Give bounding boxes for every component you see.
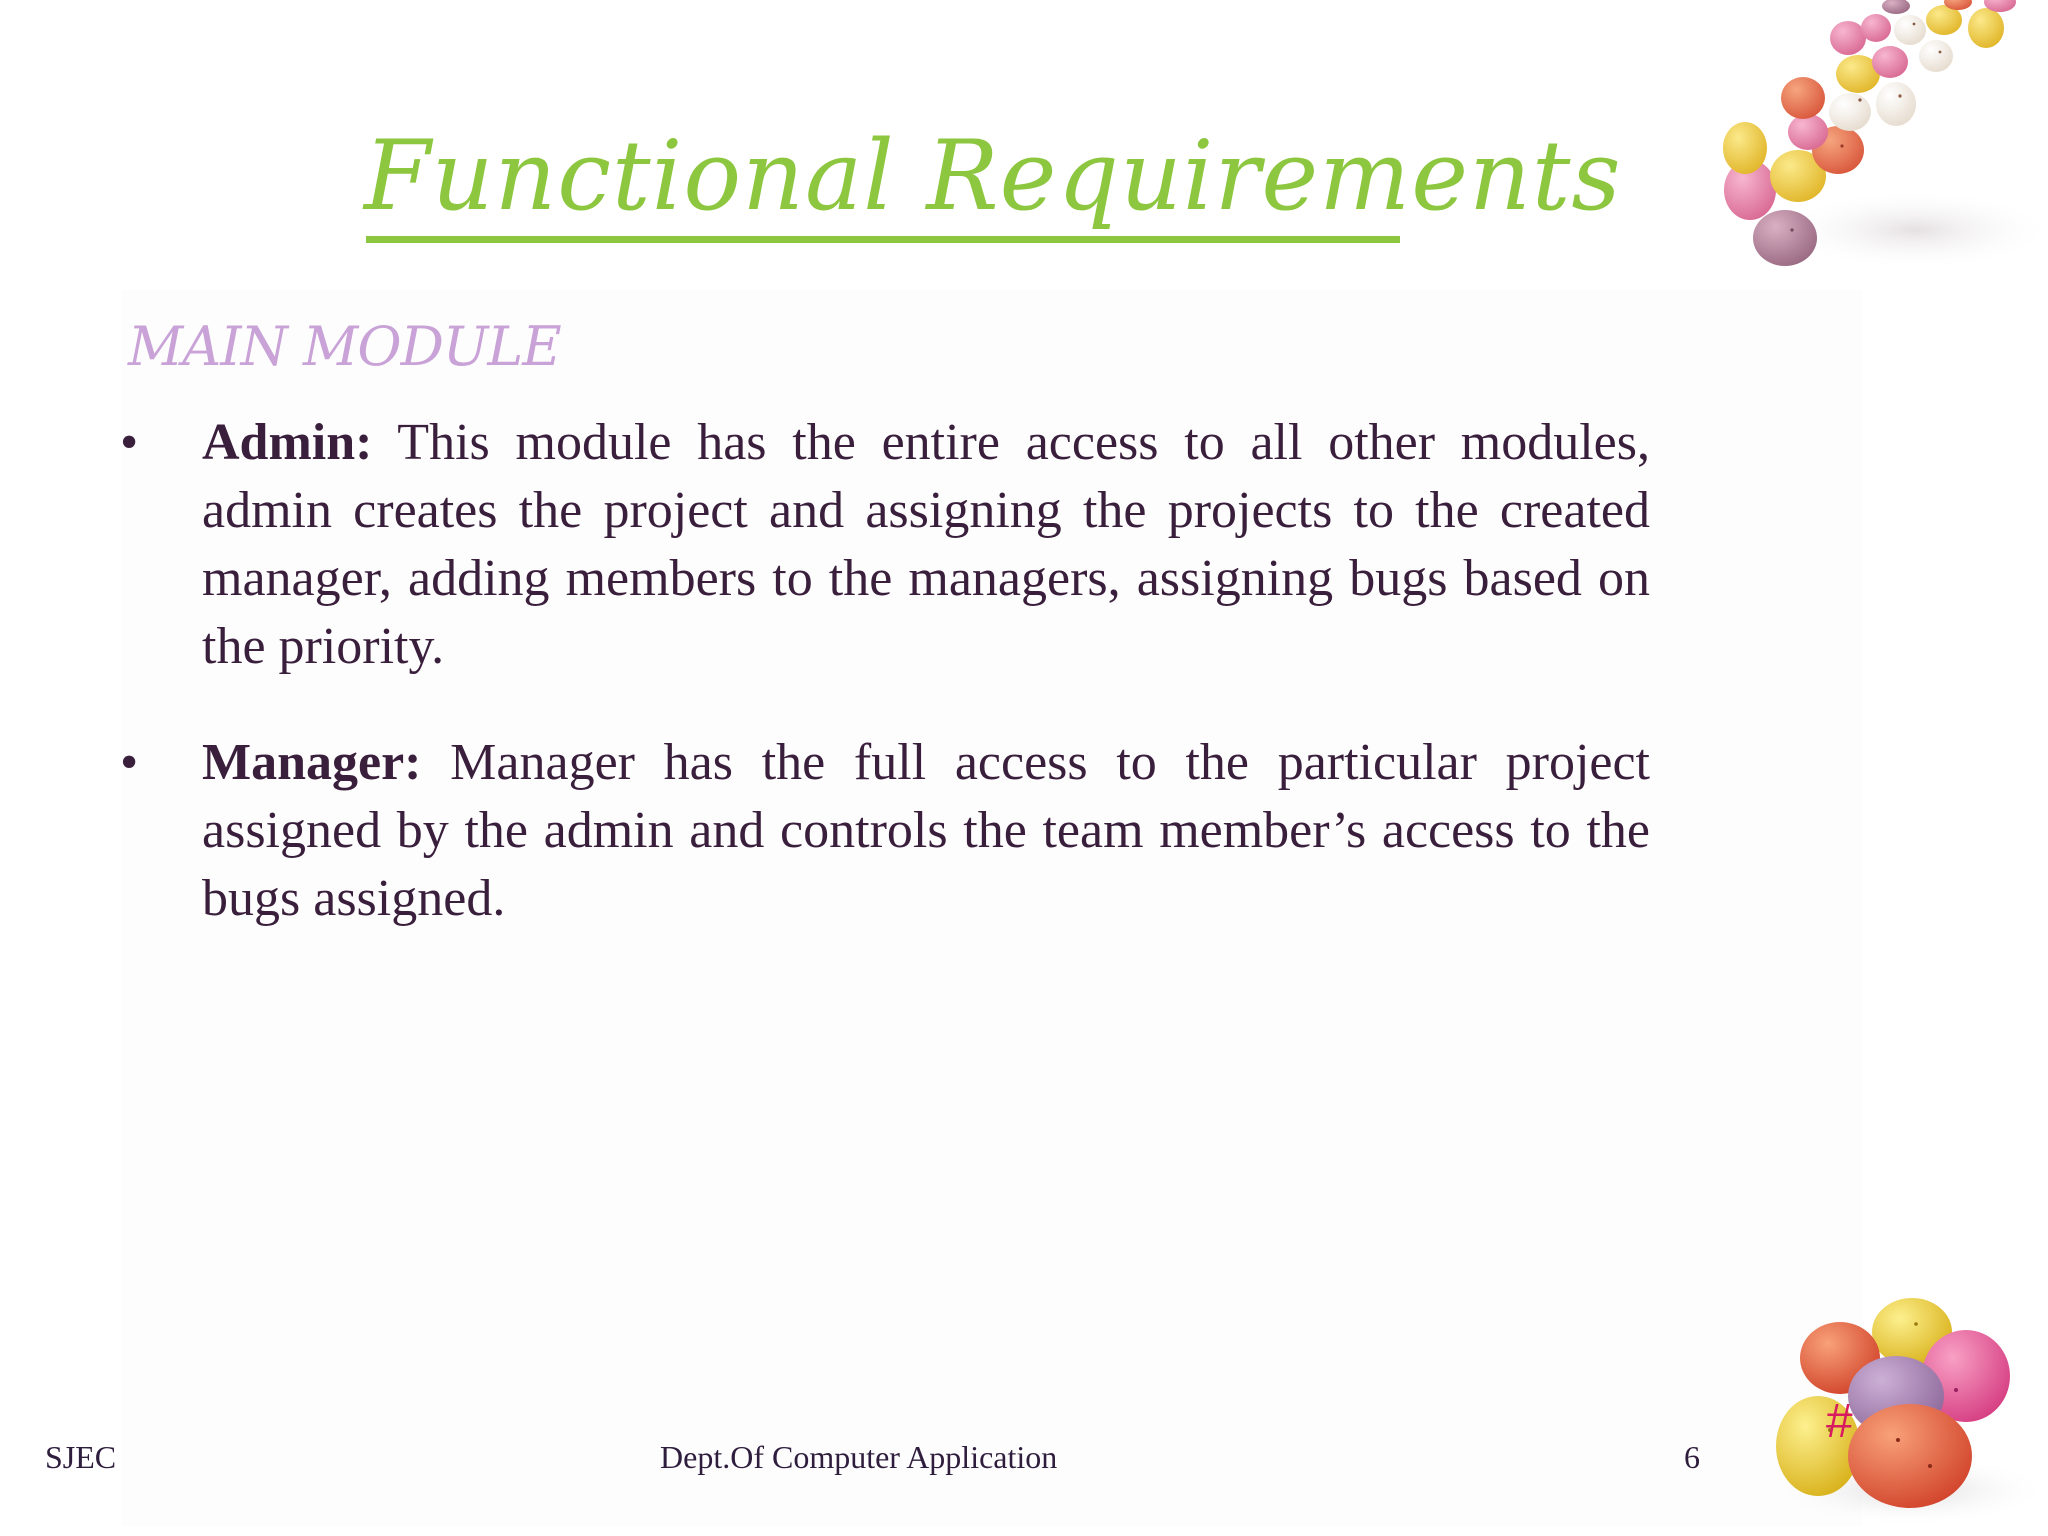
bullet-item-admin: [120, 409, 1650, 681]
title-underline: [366, 236, 1400, 243]
footer-page-number: 6: [1684, 1439, 1700, 1475]
bullet-description: This module has the entire access to all other modules, admin creates the project and assigning the projects to the created manager, adding members to the managers, assigning bugs based on the priority.: [202, 414, 1650, 675]
eggs-cluster-bottom-icon: [1720, 1280, 2048, 1536]
bullet-list: [120, 409, 1650, 933]
bullet-text: [202, 729, 1650, 933]
bullet-dot-icon: •: [120, 414, 139, 471]
bullet-text: [202, 409, 1650, 681]
slide-number-marker: #: [1826, 1395, 1853, 1448]
eggs-cluster-top-icon: [1700, 0, 2048, 300]
footer-department: Dept.Of Computer Application: [660, 1439, 1058, 1475]
slide-title: Functional Requirements: [364, 120, 1622, 232]
bullet-term: Admin:: [202, 414, 373, 471]
bullet-description: Manager has the full access to the particular project assigned by the admin and controls the team member’s access to the bugs assigned.: [202, 734, 1650, 927]
section-subheading: MAIN MODULE: [128, 315, 561, 378]
bullet-item-manager: [120, 729, 1650, 933]
bullet-dot-icon: •: [120, 734, 139, 791]
footer-organization: SJEC: [45, 1439, 117, 1475]
bullet-term: Manager:: [202, 734, 422, 791]
